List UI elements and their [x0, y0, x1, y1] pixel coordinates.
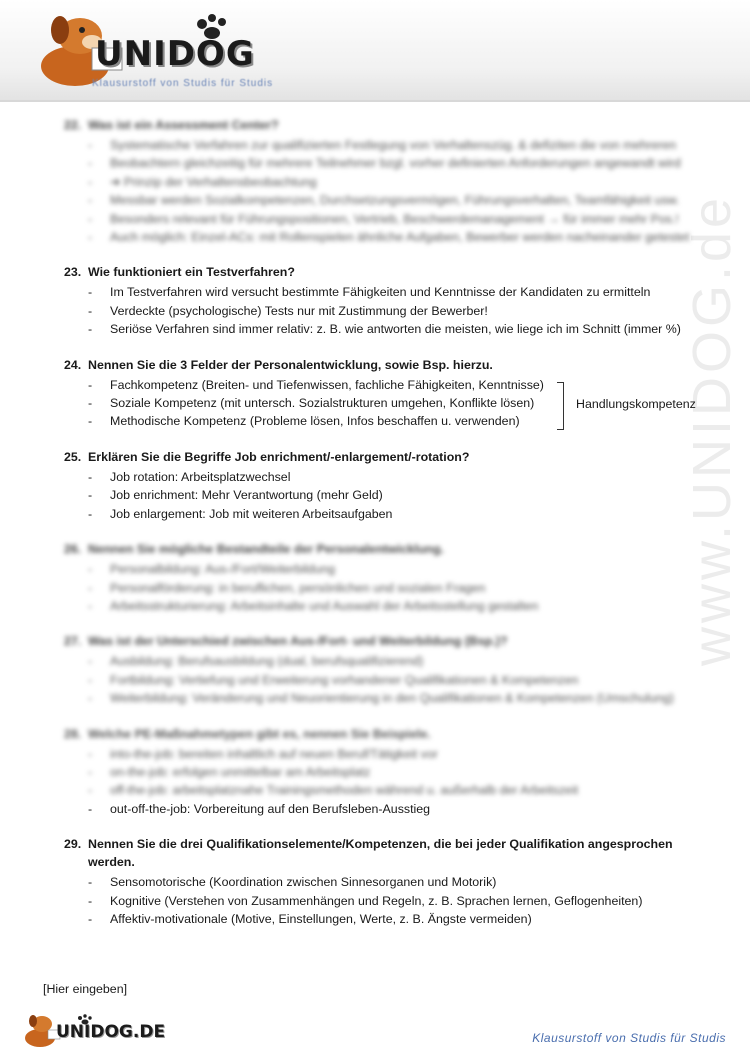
list-item: - Job enlargement: Job mit weiteren Arbeitsaufgaben	[64, 505, 714, 523]
question-number: 29.	[64, 837, 82, 852]
question-28	[64, 725, 714, 819]
list-item: - Ausbildung: Berufsausbildung (dual, berufsqualifizierend)	[64, 652, 714, 670]
list-item: - Personalbildung: Aus-/Fort/Weiterbildung	[64, 560, 714, 578]
brace-label: Handlungskompetenz	[576, 396, 696, 411]
list-item: - Job enrichment: Mehr Verantwortung (mehr Geld)	[64, 486, 714, 504]
question-title: Nennen Sie die 3 Felder der Personalentwicklung, sowie Bsp. hierzu.	[88, 357, 493, 372]
list-item: - Personalförderung: in beruflichen, persönlichen und sozialen Fragen	[64, 579, 714, 597]
question-29	[64, 835, 714, 928]
list-item: - Auch möglich: Einzel-ACs: mit Rollenspielen ähnliche Aufgaben, Bewerber werden nacheinander getestet	[64, 228, 714, 246]
question-25	[64, 448, 714, 523]
list-item: - Affektiv-motivationale (Motive, Einstellungen, Werte, z. B. Ängste vermeiden)	[64, 910, 714, 928]
list-item: - Systematische Verfahren zur qualifizierten Festlegung von Verhaltenszüg. & defiziten die von mehreren	[64, 136, 714, 154]
list-item: - Beobachtern gleichzeitig für mehrere Teilnehmer bzgl. vorher definierten Anforderungen angewandt wird	[64, 154, 714, 172]
list-item: - Job rotation: Arbeitsplatzwechsel	[64, 468, 714, 486]
watermark: www.UNIDOG.de	[682, 193, 742, 667]
list-item: - out-off-the-job: Vorbereitung auf den Berufsleben-Ausstieg	[64, 800, 714, 818]
bracket-brace	[557, 382, 564, 430]
footer-logo-text: UNIDOG.DE	[56, 1022, 166, 1042]
question-26	[64, 540, 714, 615]
list-item: - Fachkompetenz (Breiten- und Tiefenwissen, fachliche Fähigkeiten, Kenntnisse)	[64, 376, 714, 394]
question-number: 23.	[64, 265, 82, 280]
question-title: Was ist der Unterschied zwischen Aus-/Fort- und Weiterbildung (Bsp.)?	[88, 634, 508, 649]
question-title: Was ist ein Assessment Center?	[88, 118, 279, 132]
list-item: - Arbeitsstrukturierung: Arbeitsinhalte und Auswahl der Arbeitsstellung gestalten	[64, 597, 714, 615]
page-header	[0, 0, 750, 102]
list-item: - ➔ Prinzip der Verhaltensbeobachtung	[64, 173, 714, 191]
list-item: - Methodische Kompetenz (Probleme lösen, Infos beschaffen u. verwenden)	[64, 412, 714, 430]
question-title: Erklären Sie die Begriffe Job enrichment/-enlargement/-rotation?	[88, 449, 470, 464]
question-number: 24.	[64, 357, 82, 372]
question-title: Nennen Sie die drei Qualifikationselemente/Kompetenzen, die bei jeder Qualifikation angesprochen werden.	[88, 837, 673, 870]
list-item: - Messbar werden Sozialkompetenzen, Durchsetzungsvermögen, Führungsverhalten, Teamfähigkeit usw.	[64, 191, 714, 209]
question-number: 27.	[64, 634, 82, 649]
question-title: Wie funktioniert ein Testverfahren?	[88, 265, 295, 280]
question-22	[64, 116, 714, 246]
list-item: - Besonders relevant für Führungspositionen, Vertrieb, Beschwerdemanagement → für immer mehr Pos.!	[64, 210, 714, 228]
question-24	[64, 356, 714, 431]
question-title: Nennen Sie mögliche Bestandteile der Personalentwicklung.	[88, 542, 444, 557]
list-item: - on-the-job: erfolgen unmittelbar am Arbeitsplatz	[64, 763, 714, 781]
question-number: 28.	[64, 726, 82, 741]
list-item: - into-the-job: bereiten inhaltlich auf neuen Beruf/Tätigkeit vor	[64, 745, 714, 763]
logo-tagline: Klausurstoff von Studis für Studis	[92, 78, 274, 89]
list-item: - Im Testverfahren wird versucht bestimmte Fähigkeiten und Kenntnisse der Kandidaten zu ermitteln	[64, 283, 714, 301]
list-item: - Fortbildung: Vertiefung und Erweiterung vorhandener Qualifikationen & Kompetenzen	[64, 671, 714, 689]
document-body	[64, 116, 714, 945]
list-item: - Soziale Kompetenz (mit untersch. Sozialstrukturen umgehen, Konflikte lösen)	[64, 394, 714, 412]
question-number: 25.	[64, 449, 82, 464]
list-item: - off-the-job: arbeitsplatznahe Trainingsmethoden während u. außerhalb der Arbeitszeit	[64, 781, 714, 799]
placeholder-text[interactable]: [Hier eingeben]	[43, 982, 128, 996]
list-item: - Weiterbildung: Veränderung und Neuorientierung in den Qualifikationen & Kompetenzen (Umschulung)	[64, 689, 714, 707]
list-item: - Sensomotorische (Koordination zwischen Sinnesorganen und Motorik)	[64, 873, 714, 891]
logo-text: UNIDOG	[95, 34, 255, 74]
list-item: - Verdeckte (psychologische) Tests nur mit Zustimmung der Bewerber!	[64, 302, 714, 320]
question-23	[64, 263, 714, 338]
list-item: - Kognitive (Verstehen von Zusammenhängen und Regeln, z. B. Sprachen lernen, Geflogenheiten)	[64, 892, 714, 910]
question-number: 26.	[64, 542, 82, 557]
footer-tagline: Klausurstoff von Studis für Studis	[532, 1031, 726, 1045]
question-number: 22.	[64, 118, 82, 132]
question-title: Welche PE-Maßnahmetypen gibt es, nennen Sie Beispiele.	[88, 726, 431, 741]
question-27	[64, 632, 714, 707]
list-item: - Seriöse Verfahren sind immer relativ: z. B. wie antworten die meisten, wie liege ich im Schnitt (immer %)	[64, 320, 714, 338]
